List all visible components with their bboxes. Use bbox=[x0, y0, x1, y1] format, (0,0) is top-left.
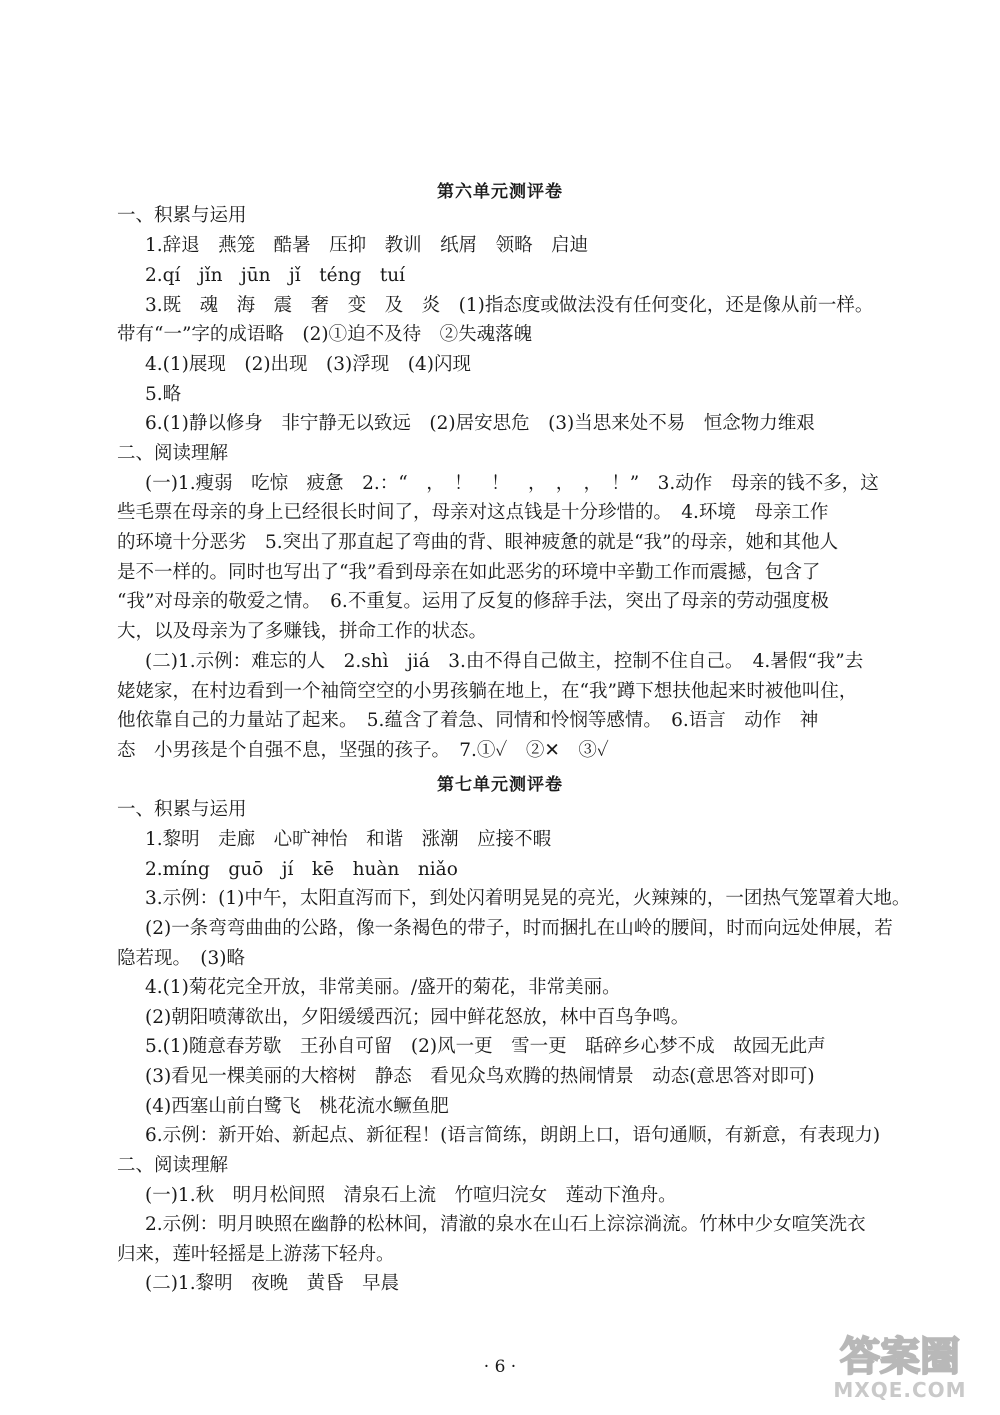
watermark-logo-text: 答案圈 bbox=[840, 1334, 960, 1380]
unit6-answer-4: 4.(1)展现 (2)出现 (3)浮现 (4)闪现 bbox=[145, 354, 471, 375]
unit6-reading-1-line-5: “我”对母亲的敬爱之情。 6.不重复。运用了反复的修辞手法，突出了母亲的劳动强度极 bbox=[117, 591, 829, 612]
unit7-answer-3: 3.示例：(1)中午，太阳直泻而下，到处闪着明晃晃的亮光，火辣辣的，一团热气笼罩着大地。 bbox=[145, 888, 911, 909]
watermark-site: MXQE.COM bbox=[833, 1378, 967, 1402]
unit7-section-2-heading: 二、阅读理解 bbox=[117, 1155, 229, 1176]
unit7-title: 第七单元测评卷 bbox=[437, 775, 563, 795]
unit6-answer-1: 1.辞退 燕笼 酷暑 压抑 教训 纸屑 领略 启迪 bbox=[145, 235, 589, 256]
unit6-answer-3: 3.既 魂 海 震 奢 变 及 炎 (1)指态度或做法没有任何变化，还是像从前一样。 bbox=[145, 295, 874, 316]
unit6-section-1-heading: 一、积累与运用 bbox=[117, 205, 247, 226]
watermark-logo-icon bbox=[820, 1326, 980, 1382]
unit6-reading-1-line-6: 大，以及母亲为了多赚钱，拼命工作的状态。 bbox=[117, 621, 488, 642]
unit6-reading-2-line-4: 态 小男孩是个自强不息，坚强的孩子。 7.①✓ ②✕ ③✓ bbox=[117, 740, 609, 761]
unit7-reading-1-line-2: 2.示例：明月映照在幽静的松林间，清澈的泉水在山石上淙淙淌流。竹林中少女喧笑洗衣 bbox=[145, 1214, 866, 1235]
unit6-reading-1-line-3: 的环境十分恶劣 5.突出了那直起了弯曲的背、眼神疲惫的就是“我”的母亲，她和其他人 bbox=[117, 532, 839, 553]
unit6-answer-6: 6.(1)静以修身 非宁静无以致远 (2)居安思危 (3)当思来处不易 恒念物力维艰 bbox=[145, 413, 815, 434]
unit6-reading-2-line-2: 姥姥家，在村边看到一个袖筒空空的小男孩躺在地上，在“我”蹲下想扶他起来时被他叫住， bbox=[117, 681, 858, 702]
unit7-answer-5-line-2: (3)看见一棵美丽的大榕树 静态 看见众鸟欢腾的热闹情景 动态(意思答对即可) bbox=[145, 1066, 815, 1087]
unit6-title: 第六单元测评卷 bbox=[437, 182, 563, 202]
unit6-answer-5: 5.略 bbox=[145, 384, 182, 405]
unit7-answer-2: 2.míng guō jí kē huàn niǎo bbox=[145, 859, 458, 880]
unit6-section-2-heading: 二、阅读理解 bbox=[117, 443, 229, 464]
unit7-answer-3-line-3: 隐若现。 (3)略 bbox=[117, 948, 245, 969]
unit6-reading-2-line-1: (二)1.示例：难忘的人 2.shì jiá 3.由不得自己做主，控制不住自己。 4.暑假“我”去 bbox=[145, 651, 864, 672]
unit6-reading-1-line-1: (一)1.瘦弱 吃惊 疲惫 2.：“ ， ！ ！ ， ， ， ！” 3.动作 母亲的钱不多，这 bbox=[145, 473, 879, 494]
unit7-answer-4: 4.(1)菊花完全开放，非常美丽。/盛开的菊花，非常美丽。 bbox=[145, 977, 621, 998]
unit7-answer-1: 1.黎明 走廊 心旷神怡 和谐 涨潮 应接不暇 bbox=[145, 829, 552, 850]
unit6-answer-3-cont: 带有“一”字的成语略 (2)①迫不及待 ②失魂落魄 bbox=[117, 324, 533, 345]
watermark bbox=[820, 1326, 980, 1408]
unit7-reading-2-line-1: (二)1.黎明 夜晚 黄昏 早晨 bbox=[145, 1273, 400, 1294]
unit7-answer-6: 6.示例：新开始、新起点、新征程！(语言简练，朗朗上口，语句通顺，有新意，有表现力) bbox=[145, 1125, 881, 1146]
unit7-reading-1-line-3: 归来，莲叶轻摇是上游荡下轻舟。 bbox=[117, 1244, 395, 1265]
page-number: · 6 · bbox=[483, 1357, 517, 1377]
unit7-answer-4-line-2: (2)朝阳喷薄欲出，夕阳缓缓西沉；园中鲜花怒放，林中百鸟争鸣。 bbox=[145, 1007, 690, 1028]
unit6-reading-1-line-2: 些毛票在母亲的身上已经很长时间了，母亲对这点钱是十分珍惜的。 4.环境 母亲工作 bbox=[117, 502, 829, 523]
unit7-section-1-heading: 一、积累与运用 bbox=[117, 799, 247, 820]
unit7-answer-3-line-2: (2)一条弯弯曲曲的公路，像一条褐色的带子，时而捆扎在山岭的腰间，时而向远处伸展，若 bbox=[145, 918, 893, 939]
unit6-answer-2: 2.qí jǐn jūn jǐ téng tuí bbox=[145, 265, 406, 286]
unit7-answer-5: 5.(1)随意春芳歇 王孙自可留 (2)风一更 雪一更 聒碎乡心梦不成 故园无此声 bbox=[145, 1036, 826, 1057]
unit7-answer-5-line-3: (4)西塞山前白鹭飞 桃花流水鳜鱼肥 bbox=[145, 1096, 449, 1117]
unit6-reading-1-line-4: 是不一样的。同时也写出了“我”看到母亲在如此恶劣的环境中辛勤工作而震撼，包含了 bbox=[117, 562, 821, 583]
unit6-reading-2-line-3: 他依靠自己的力量站了起来。 5.蕴含了着急、同情和怜悯等感情。 6.语言 动作 神 bbox=[117, 710, 819, 731]
unit7-reading-1-line-1: (一)1.秋 明月松间照 清泉石上流 竹喧归浣女 莲动下渔舟。 bbox=[145, 1185, 677, 1206]
